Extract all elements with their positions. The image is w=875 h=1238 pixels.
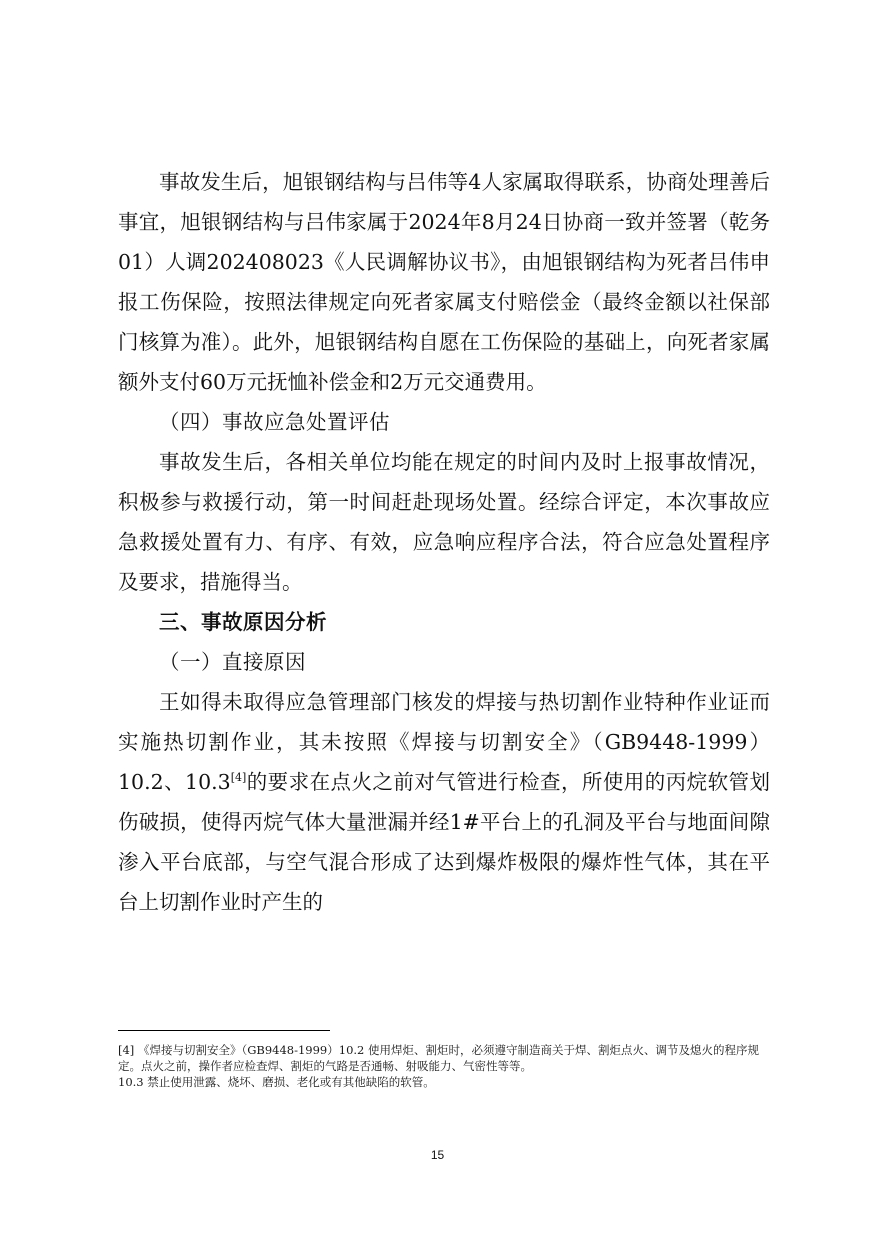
body-text: [118, 162, 770, 922]
heading-emergency-evaluation: （四）事故应急处置评估: [159, 410, 390, 434]
paragraph-compensation: 事故发生后，旭银钢结构与吕伟等4人家属取得联系，协商处理善后事宜，旭银钢结构与吕伟家属于2024年8月24日协商一致并签署（乾务01）人调202408023《人民调解协议书》，由旭银钢结构为死者吕伟申报工伤保险，按照法律规定向死者家属支付赔偿金（最终金额以社保部门核算为准）。此外，旭银钢结构自愿在工伤保险的基础上，向死者家属额外支付60万元抚恤补偿金和2万元交通费用。: [118, 170, 770, 394]
footnotes: [118, 1042, 770, 1090]
direct-cause-text-part1: 王如得未取得应急管理部门核发的焊接与热切割作业特种作业证而实施热切割作业，其未按照《焊接与切割安全》（GB9448-1999）10.2、10.3: [118, 690, 770, 794]
footnote-divider: [118, 1030, 330, 1031]
footnote-4-line2: 10.3 禁止使用泄露、烧坏、磨损、老化或有其他缺陷的软管。: [118, 1075, 435, 1089]
heading-direct-cause: （一）直接原因: [159, 650, 306, 674]
footnote-4-line1: [4] 《焊接与切割安全》（GB9448-1999）10.2 使用焊炬、割炬时，必须遵守制造商关于焊、割炬点火、调节及熄火的程序规定。点火之前，操作者应检查焊、割炬的气路是否通畅、射吸能力、气密性等等。: [118, 1043, 760, 1073]
paragraph-direct-cause: [118, 682, 770, 922]
page-number: 15: [430, 1148, 445, 1162]
heading-cause-analysis: 三、事故原因分析: [159, 610, 327, 634]
paragraph-emergency-evaluation: 事故发生后，各相关单位均能在规定的时间内及时上报事故情况，积极参与救援行动，第一时间赶赴现场处置。经综合评定，本次事故应急救援处置有力、有序、有效，应急响应程序合法，符合应急处置程序及要求，措施得当。: [118, 450, 770, 594]
footnote-reference-4[interactable]: [4]: [230, 771, 247, 785]
direct-cause-text-part2: 的要求在点火之前对气管进行检查，所使用的丙烷软管划伤破损，使得丙烷气体大量泄漏并经1#平台上的孔洞及平台与地面间隙渗入平台底部，与空气混合形成了达到爆炸极限的爆炸性气体，其在平台上切割作业时产生的: [118, 770, 770, 914]
